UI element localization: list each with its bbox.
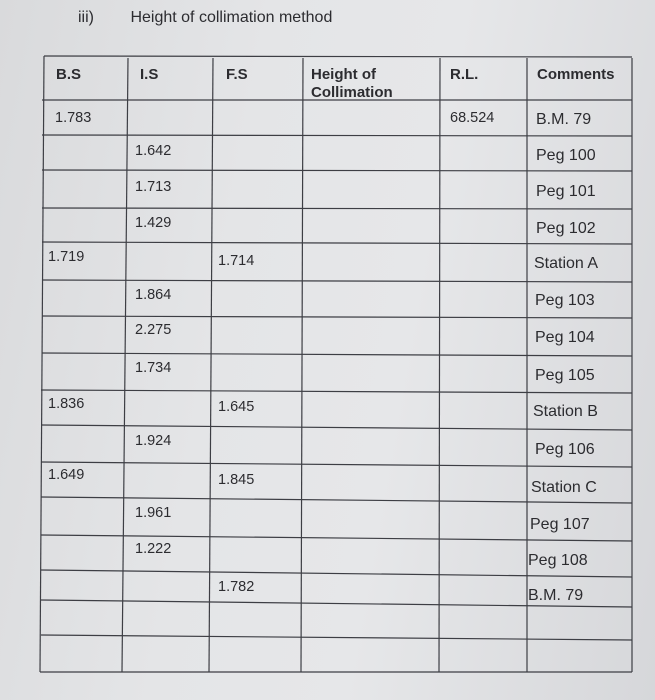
row-rule bbox=[41, 462, 632, 467]
cell-comment: Peg 106 bbox=[535, 441, 595, 458]
column-rule bbox=[439, 58, 440, 672]
cell-fs: 1.714 bbox=[218, 253, 255, 269]
column-rule bbox=[122, 58, 128, 672]
column-header: F.S bbox=[226, 66, 248, 83]
cell-is: 1.642 bbox=[135, 143, 172, 159]
section-number: iii) bbox=[78, 9, 94, 26]
cell-fs: 1.645 bbox=[218, 399, 255, 415]
row-rule bbox=[41, 497, 632, 503]
cell-comment: Peg 102 bbox=[536, 220, 596, 237]
cell-is: 1.713 bbox=[135, 179, 172, 195]
cell-comment: Peg 103 bbox=[535, 292, 595, 309]
column-rule bbox=[209, 58, 213, 672]
cell-comment: Station C bbox=[531, 479, 597, 496]
row-rule bbox=[42, 170, 632, 171]
cell-is: 1.734 bbox=[135, 360, 172, 376]
cell-is: 1.864 bbox=[135, 287, 172, 303]
cell-bs: 1.719 bbox=[48, 249, 85, 265]
row-rule bbox=[41, 425, 632, 430]
row-rule bbox=[42, 135, 632, 136]
cell-is: 1.924 bbox=[135, 433, 172, 449]
column-header: Comments bbox=[537, 66, 615, 83]
cell-is: 1.222 bbox=[135, 541, 172, 557]
cell-comment: B.M. 79 bbox=[528, 587, 584, 604]
cell-comment: Peg 107 bbox=[530, 516, 590, 533]
cell-fs: 1.782 bbox=[218, 579, 255, 595]
row-rule bbox=[41, 570, 632, 577]
cell-is: 1.429 bbox=[135, 215, 172, 231]
cell-comment: Station A bbox=[534, 255, 599, 272]
column-rule bbox=[301, 58, 303, 672]
section-title: Height of collimation method bbox=[130, 9, 333, 26]
cell-comment: Station B bbox=[533, 403, 598, 420]
cell-comment: B.M. 79 bbox=[536, 111, 592, 128]
row-rule bbox=[42, 280, 632, 282]
column-header: I.S bbox=[140, 66, 159, 83]
cell-bs: 1.649 bbox=[48, 467, 85, 483]
cell-comment: Peg 105 bbox=[535, 367, 595, 384]
row-rule bbox=[41, 635, 632, 640]
column-header: Height of Collimation bbox=[311, 66, 393, 101]
cell-is: 2.275 bbox=[135, 322, 172, 338]
cell-comment: Peg 100 bbox=[536, 147, 596, 164]
row-rule bbox=[42, 242, 632, 244]
cell-bs: 1.783 bbox=[55, 110, 92, 126]
row-rule bbox=[44, 56, 632, 57]
row-rule bbox=[42, 208, 632, 209]
cell-comment: Peg 104 bbox=[535, 329, 595, 346]
cell-comment: Peg 108 bbox=[528, 552, 588, 569]
cell-is: 1.961 bbox=[135, 505, 172, 521]
column-header: R.L. bbox=[450, 66, 479, 83]
column-rule bbox=[40, 56, 44, 672]
row-rule bbox=[41, 390, 632, 393]
row-rule bbox=[42, 353, 632, 356]
cell-bs: 1.836 bbox=[48, 396, 85, 412]
row-rule bbox=[42, 316, 632, 318]
column-header: B.S bbox=[56, 66, 82, 83]
cell-fs: 1.845 bbox=[218, 472, 255, 488]
cell-comment: Peg 101 bbox=[536, 183, 596, 200]
cell-rl: 68.524 bbox=[450, 110, 495, 126]
row-rule bbox=[41, 535, 632, 541]
